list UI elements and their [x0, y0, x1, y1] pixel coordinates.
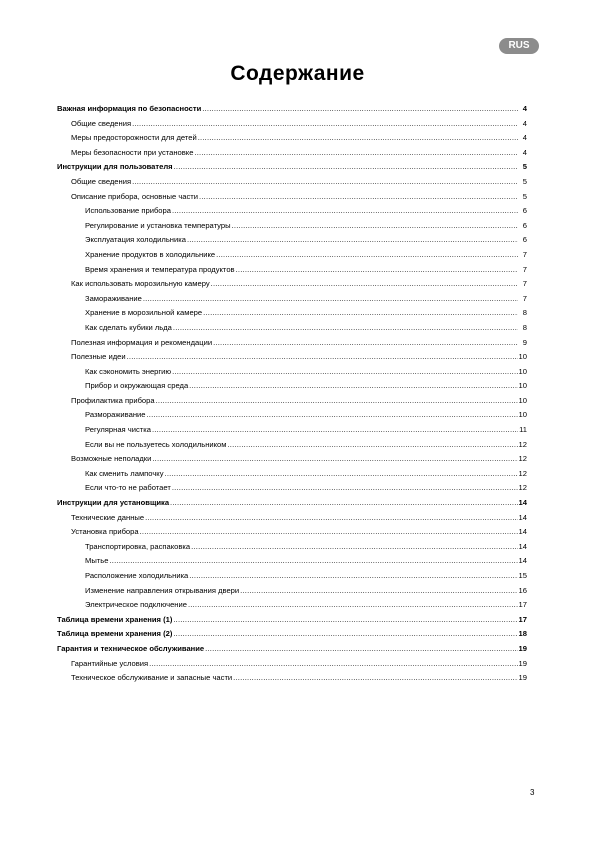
toc-entry-title: Меры безопасности при установке	[71, 147, 194, 157]
dot-leader	[152, 423, 518, 438]
toc-entry[interactable]	[57, 569, 527, 584]
toc-entry-title: Размораживание	[85, 410, 146, 420]
toc-entry-title: Таблица времени хранения (2)	[57, 629, 173, 639]
toc-entry-title: Регулирование и установка температуры	[85, 220, 231, 230]
toc-entry-page: 7	[522, 293, 527, 303]
dot-leader	[172, 481, 518, 496]
toc-entry-page: 10	[518, 366, 527, 376]
toc-entry-page: 14	[518, 498, 527, 508]
toc-entry-title: Прибор и окружающая среда	[85, 381, 189, 391]
dot-leader	[188, 598, 518, 613]
toc-entry-title: Если что-то не работает	[85, 483, 171, 493]
toc-entry[interactable]	[57, 598, 527, 613]
toc-entry-page: 4	[522, 133, 527, 143]
toc-entry[interactable]	[57, 233, 527, 248]
toc-entry-page: 8	[522, 308, 527, 318]
toc-entry[interactable]	[57, 511, 527, 526]
toc-entry-page: 6	[522, 220, 527, 230]
dot-leader	[189, 379, 517, 394]
dot-leader	[194, 146, 518, 161]
dot-leader	[172, 204, 518, 219]
toc-entry[interactable]	[57, 423, 527, 438]
toc-entry-page: 12	[518, 468, 527, 478]
toc-entry-title: Как сменить лампочку	[85, 468, 164, 478]
dot-leader	[170, 496, 518, 511]
toc-entry-title: Гарантия и техническое обслуживание	[57, 643, 205, 653]
toc-entry-page: 7	[522, 279, 527, 289]
toc-entry[interactable]	[57, 117, 527, 132]
toc-entry[interactable]	[57, 248, 527, 263]
dot-leader	[109, 554, 517, 569]
toc-section[interactable]	[57, 160, 527, 175]
page-title: Содержание	[230, 62, 365, 85]
toc-entry-page: 5	[522, 191, 527, 201]
toc-entry-page: 14	[518, 527, 527, 537]
toc-entry-page: 11	[519, 425, 527, 435]
toc-entry-title: Если вы не пользуетесь холодильником	[85, 439, 227, 449]
dot-leader	[203, 306, 518, 321]
dot-leader	[216, 248, 518, 263]
dot-leader	[174, 160, 518, 175]
toc-entry[interactable]	[57, 540, 527, 555]
toc-entry[interactable]	[57, 292, 527, 307]
toc-entry-title: Как использовать морозильную камеру	[71, 279, 210, 289]
toc-entry-page: 16	[518, 585, 527, 595]
toc-entry[interactable]	[57, 379, 527, 394]
toc-entry-page: 4	[522, 147, 527, 157]
toc-entry[interactable]	[57, 365, 527, 380]
toc-entry-page: 4	[522, 118, 527, 128]
dot-leader	[165, 467, 518, 482]
toc-entry[interactable]	[57, 306, 527, 321]
toc-entry-title: Эксплуатация холодильника	[85, 235, 186, 245]
toc-entry[interactable]	[57, 525, 527, 540]
dot-leader	[149, 657, 517, 672]
toc-entry-title: Гарантийные условия	[71, 658, 149, 668]
toc-entry[interactable]	[57, 554, 527, 569]
toc-entry-page: 10	[518, 410, 527, 420]
toc-entry-title: Общие сведения	[71, 176, 132, 186]
toc-entry-page: 12	[518, 483, 527, 493]
toc-entry-title: Описание прибора, основные части	[71, 191, 199, 201]
toc-entry-page: 14	[518, 541, 527, 551]
toc-entry[interactable]	[57, 263, 527, 278]
toc-entry[interactable]	[57, 175, 527, 190]
toc-entry-page: 17	[518, 600, 527, 610]
table-of-contents	[57, 102, 527, 686]
toc-entry-title: Хранение в морозильной камере	[85, 308, 203, 318]
dot-leader	[187, 233, 518, 248]
toc-entry-page: 19	[518, 673, 527, 683]
toc-entry-page: 5	[522, 162, 527, 172]
toc-section[interactable]	[57, 613, 527, 628]
toc-entry-page: 15	[518, 571, 527, 580]
toc-entry[interactable]	[57, 657, 527, 672]
toc-entry[interactable]	[57, 321, 527, 336]
dot-leader	[173, 613, 517, 628]
dot-leader	[173, 627, 517, 642]
dot-leader	[172, 365, 517, 380]
toc-entry-title: Техническое обслуживание и запасные части	[71, 673, 233, 683]
toc-entry[interactable]	[57, 584, 527, 599]
toc-entry[interactable]	[57, 146, 527, 161]
dot-leader	[240, 584, 517, 599]
dot-leader	[173, 321, 518, 336]
toc-entry[interactable]	[57, 350, 527, 365]
toc-entry-page: 10	[518, 381, 527, 391]
toc-entry-page: 12	[518, 454, 527, 464]
toc-entry-title: Профилактика прибора	[71, 395, 155, 405]
toc-entry-page: 17	[518, 614, 527, 624]
toc-entry-page: 14	[518, 556, 527, 566]
dot-leader	[146, 408, 517, 423]
toc-entry-title: Важная информация по безопасности	[57, 104, 202, 113]
toc-entry-title: Технические данные	[71, 512, 145, 522]
toc-section[interactable]	[57, 496, 527, 511]
dot-leader	[132, 117, 518, 132]
dot-leader	[145, 511, 517, 526]
toc-entry-title: Как сэкономить энергию	[85, 366, 172, 376]
dot-leader	[232, 219, 518, 234]
toc-entry-page: 7	[522, 264, 527, 274]
toc-entry-page: 18	[518, 629, 527, 639]
toc-entry-page: 4	[522, 104, 527, 113]
toc-entry-page: 8	[522, 322, 527, 332]
dot-leader	[213, 336, 518, 351]
dot-leader	[228, 438, 518, 453]
toc-entry[interactable]	[57, 394, 527, 409]
toc-entry-title: Инструкции для установщика	[57, 498, 170, 508]
toc-entry-page: 9	[522, 337, 527, 347]
toc-entry[interactable]	[57, 408, 527, 423]
dot-leader	[143, 292, 518, 307]
toc-entry-title: Таблица времени хранения (1)	[57, 614, 173, 624]
toc-entry[interactable]	[57, 481, 527, 496]
dot-leader	[202, 102, 518, 117]
toc-entry[interactable]	[57, 277, 527, 292]
dot-leader	[233, 671, 517, 686]
dot-leader	[127, 350, 518, 365]
dot-leader	[156, 394, 518, 409]
toc-section[interactable]	[57, 102, 527, 117]
toc-entry-title: Замораживание	[85, 293, 142, 303]
toc-entry-title: Полезные идеи	[71, 352, 126, 362]
toc-entry-title: Мытье	[85, 556, 109, 566]
toc-entry-page: 6	[522, 235, 527, 245]
toc-entry[interactable]	[57, 452, 527, 467]
toc-entry[interactable]	[57, 190, 527, 205]
toc-entry-title: Использование прибора	[85, 206, 171, 216]
toc-entry-title: Время хранения и температура продуктов	[85, 264, 235, 274]
dot-leader	[132, 175, 518, 190]
dot-leader	[205, 642, 517, 657]
toc-entry-page: 12	[518, 439, 527, 449]
language-badge: RUS	[499, 38, 539, 54]
toc-entry-page: 10	[518, 352, 527, 362]
toc-entry-title: Как сделать кубики льда	[85, 322, 172, 332]
toc-entry-page: 19	[518, 643, 527, 653]
toc-entry-title: Меры предосторожности для детей	[71, 133, 197, 143]
dot-leader	[191, 540, 517, 555]
dot-leader	[152, 452, 517, 467]
toc-section[interactable]	[57, 627, 527, 642]
toc-entry[interactable]	[57, 219, 527, 234]
toc-entry-title: Полезная информация и рекомендации	[71, 337, 213, 347]
toc-entry-page: 5	[522, 176, 527, 186]
toc-section[interactable]	[57, 642, 527, 657]
toc-entry[interactable]	[57, 467, 527, 482]
toc-entry-page: 6	[522, 206, 527, 216]
toc-entry-title: Расположение холодильника	[85, 571, 189, 580]
toc-entry-page: 19	[518, 658, 527, 668]
toc-entry-title: Хранение продуктов в холодильнике	[85, 249, 216, 259]
toc-entry-title: Транспортировка, распаковка	[85, 541, 191, 551]
toc-entry-title: Регулярная чистка	[85, 425, 151, 435]
dot-leader	[140, 525, 518, 540]
toc-entry-title: Электрическое подключение	[85, 600, 187, 610]
toc-entry[interactable]	[57, 131, 527, 146]
toc-entry-title: Возможные неполадки	[71, 454, 152, 464]
page-number: 3	[530, 788, 535, 797]
dot-leader	[198, 131, 518, 146]
toc-entry[interactable]	[57, 336, 527, 351]
toc-entry-title: Изменение направления открывания двери	[85, 585, 240, 595]
toc-entry[interactable]	[57, 438, 527, 453]
toc-entry-page: 7	[522, 249, 527, 259]
dot-leader	[211, 277, 518, 292]
toc-entry-title: Инструкции для пользователя	[57, 162, 173, 172]
dot-leader	[199, 190, 518, 205]
toc-entry-title: Установка прибора	[71, 527, 139, 537]
toc-entry-page: 14	[518, 512, 527, 522]
toc-entry[interactable]	[57, 204, 527, 219]
dot-leader	[189, 569, 517, 584]
toc-entry-title: Общие сведения	[71, 118, 132, 128]
dot-leader	[236, 263, 518, 278]
toc-entry[interactable]	[57, 671, 527, 686]
toc-entry-page: 10	[518, 395, 527, 405]
